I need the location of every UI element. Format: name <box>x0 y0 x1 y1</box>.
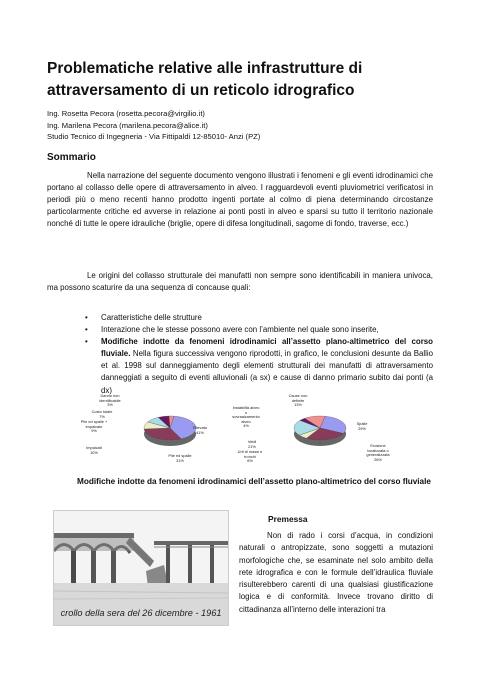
pie-charts-figure <box>80 388 410 470</box>
pie-slice-label: Pile ed spalle 31% <box>168 453 192 463</box>
section-heading-premessa: Premessa <box>268 514 308 524</box>
studio-address: Studio Tecnico di Ingegneria - Via Fittipaldi 12-85010- Anzi (PZ) <box>47 132 261 142</box>
bullet-icon: • <box>85 313 88 322</box>
pie-slice-label: Costo totale 7% <box>91 409 113 419</box>
paragraph-text: Nella narrazione del seguente documento vengono illustrati i fenomeni e gli eventi idrodinamici che portano al collasso delle opere di attraversamento in alveo. I ragguardevoli eventi pluviometrici verificatosi in periodi più o meno recenti hanno prodotto ingenti portate al colmo di piena determinando circostanze particolarmente critiche ed avverse in relazione ai ponti posti in alveo e sparsi su tutto il territorio nazionale nonché di tutte le opere idrauliche (briglie, opere di difesa longitudinali, sagome di fondo, traverse, ecc.) <box>47 171 433 229</box>
pie-slice-label: Danno non identificabile 3% <box>99 393 121 408</box>
pie-slice-label: Urti di massi e tronchi 6% <box>237 449 263 464</box>
bullet-icon: • <box>85 325 88 335</box>
paragraph-intro <box>47 170 433 230</box>
pie-slice-label: Veldi 21% <box>247 439 257 449</box>
author-line: Ing. Marilena Pecora (marilena.pecora@alice.it) <box>47 120 208 130</box>
paragraph-premessa <box>239 530 433 616</box>
photo-caption: crollo della sera del 26 dicembre - 1961 <box>60 608 222 618</box>
bullet-icon: • <box>85 337 88 347</box>
paragraph-text: Le origini del collasso strutturale dei manufatti non sempre sono identificabili in maniera univoca, ma possono scaturire da una sequenza di concause quali: <box>47 271 433 293</box>
author-block <box>47 108 260 143</box>
section-heading-modifiche: Modifiche indotte da fenomeni idrodinamici dell’assetto plano-altimetrico del corso fluviale <box>77 477 431 486</box>
cause-list <box>77 312 433 397</box>
list-item: • Interazione che le stesse possono avere con l’ambiente nel quale sono inserite, <box>77 324 433 336</box>
document-title: Problematiche relative alle infrastrutture di attraversamento di un reticolo idrografico <box>47 60 363 99</box>
pie-slice-label: Impalcati 10% <box>86 445 102 455</box>
pie-slice-label: Pile ed spalle + impalcato 9% <box>80 419 108 434</box>
pie-slice-label: Instabilità alveo o sovraalzamento alveo 4% <box>232 405 260 429</box>
paragraph-text: Non di rado i corsi d’acqua, in condizioni naturali o antropizzate, sono soggetti a mutazioni morfologiche che, se esaminate nel solo ambito della rete idrografica e con le formule dell’idraulica fluviale risulterebbero carenti di una qualsiasi giustificazione logica e di conformità. Invece trovano diritto di cittadinanza all’interno delle interazioni tra <box>239 531 433 614</box>
pie-slice-label: Erosione localizzata o generalizzata 26% <box>366 443 390 462</box>
pie-slice-label: Cause non definite 13% <box>288 393 308 408</box>
list-item: • Caratteristiche delle strutture <box>77 312 433 324</box>
pie-slice-label: Rilevato 41% <box>192 425 208 435</box>
section-heading-sommario: Sommario <box>47 152 96 163</box>
pie-slice-label: Spalle 29% <box>356 421 368 431</box>
author-line: Ing. Rosetta Pecora (rosetta.pecora@virgilio.it) <box>47 109 205 118</box>
paragraph-origins <box>47 270 433 294</box>
list-item: • Modifiche indotte da fenomeni idrodinamici all’assetto plano-altimetrico del corso fluviale. Nella figura successiva vengono riprodotti, in grafico, le conclusioni desunte da Ballio et al. 1998 sul danneggiamento degli elementi strutturali dei manufatti di attraversamento danneggiati a seguito di eventi alluvionali (a sx) e cause di danno primario subito dai ponti (a dx) <box>85 337 433 395</box>
